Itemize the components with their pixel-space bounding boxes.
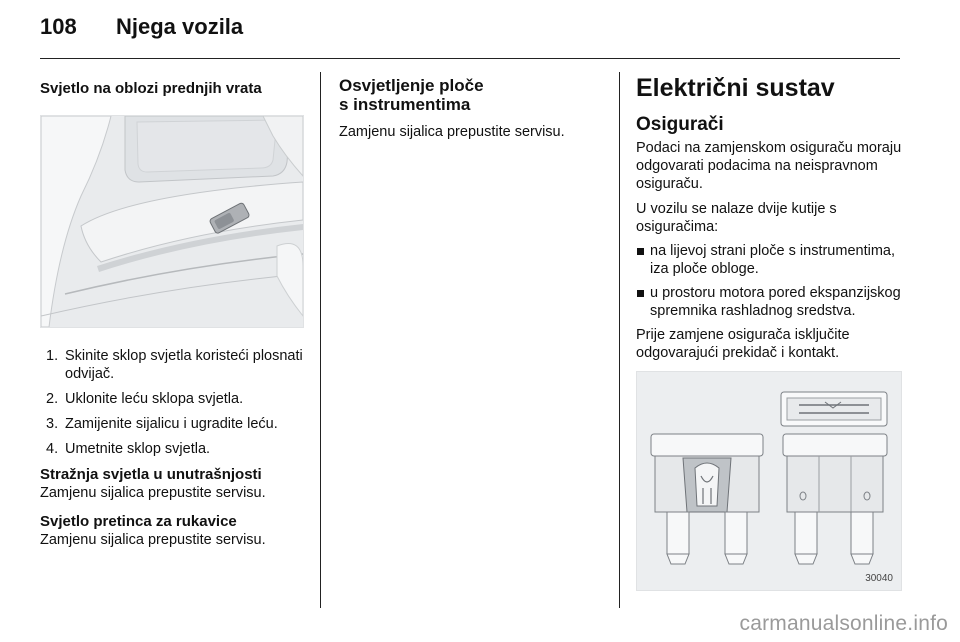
watermark: carmanualsonline.info <box>739 612 948 635</box>
page-title: Njega vozila <box>116 14 244 39</box>
bullet-square-icon <box>637 248 644 255</box>
list-item: 3. Zamijenite sijalicu i ugradite leću. <box>46 416 278 432</box>
bullet-square-icon <box>637 290 644 297</box>
fuses-paragraph-2: U vozilu se nalaze dvije kutije s osiguračima: <box>636 201 837 235</box>
page-number: 108 <box>40 14 77 39</box>
figure-number: 30040 <box>865 573 893 584</box>
column-1 <box>40 72 304 549</box>
door-light-figure <box>40 115 304 328</box>
list-item: 2. Uklonite leću sklopa svjetla. <box>46 391 244 407</box>
fuse-figure <box>636 371 902 591</box>
glovebox-light-text: Zamjenu sijalica prepustite servisu. <box>40 532 266 548</box>
column-3 <box>636 72 902 591</box>
header-rule <box>40 58 900 59</box>
electrical-system-title: Električni sustav <box>636 74 835 102</box>
list-item: na lijevoj strani ploče s instrumentima, iza ploče obloge. <box>636 242 902 278</box>
list-item: 4. Umetnite sklop svjetla. <box>46 441 211 457</box>
fuses-paragraph-1: Podaci na zamjenskom osiguraču moraju odgovarati podacima na neispravnom osiguraču. <box>636 140 902 192</box>
list-item: 1. Skinite sklop svjetla koristeći plosnati odvijač. <box>46 348 303 382</box>
fuses-subtitle: Osigurači <box>636 114 724 135</box>
instrument-lighting-title: Osvjetljenje ploče s instrumentima <box>339 76 484 114</box>
fuses-paragraph-3: Prije zamjene osigurača isključite odgovarajući prekidač i kontakt. <box>636 327 850 361</box>
instrument-lighting-text: Zamjenu sijalica prepustite servisu. <box>339 124 565 140</box>
rear-interior-light-text: Zamjenu sijalica prepustite servisu. <box>40 485 266 501</box>
glovebox-light-heading: Svjetlo pretinca za rukavice <box>40 513 237 530</box>
rear-interior-light-heading: Stražnja svjetla u unutrašnjosti <box>40 466 262 483</box>
list-item: u prostoru motora pored ekspanzijskog spremnika rashladnog sredstva. <box>636 284 902 320</box>
fuse-illustration <box>637 372 901 590</box>
fuse-box-locations <box>636 242 902 320</box>
door-light-illustration <box>41 116 303 327</box>
page-header <box>40 14 900 56</box>
door-light-steps <box>40 347 304 458</box>
column-divider-1 <box>320 72 321 608</box>
column-2 <box>339 72 601 141</box>
column-divider-2 <box>619 72 620 608</box>
door-light-heading: Svjetlo na oblozi prednjih vrata <box>40 80 262 97</box>
